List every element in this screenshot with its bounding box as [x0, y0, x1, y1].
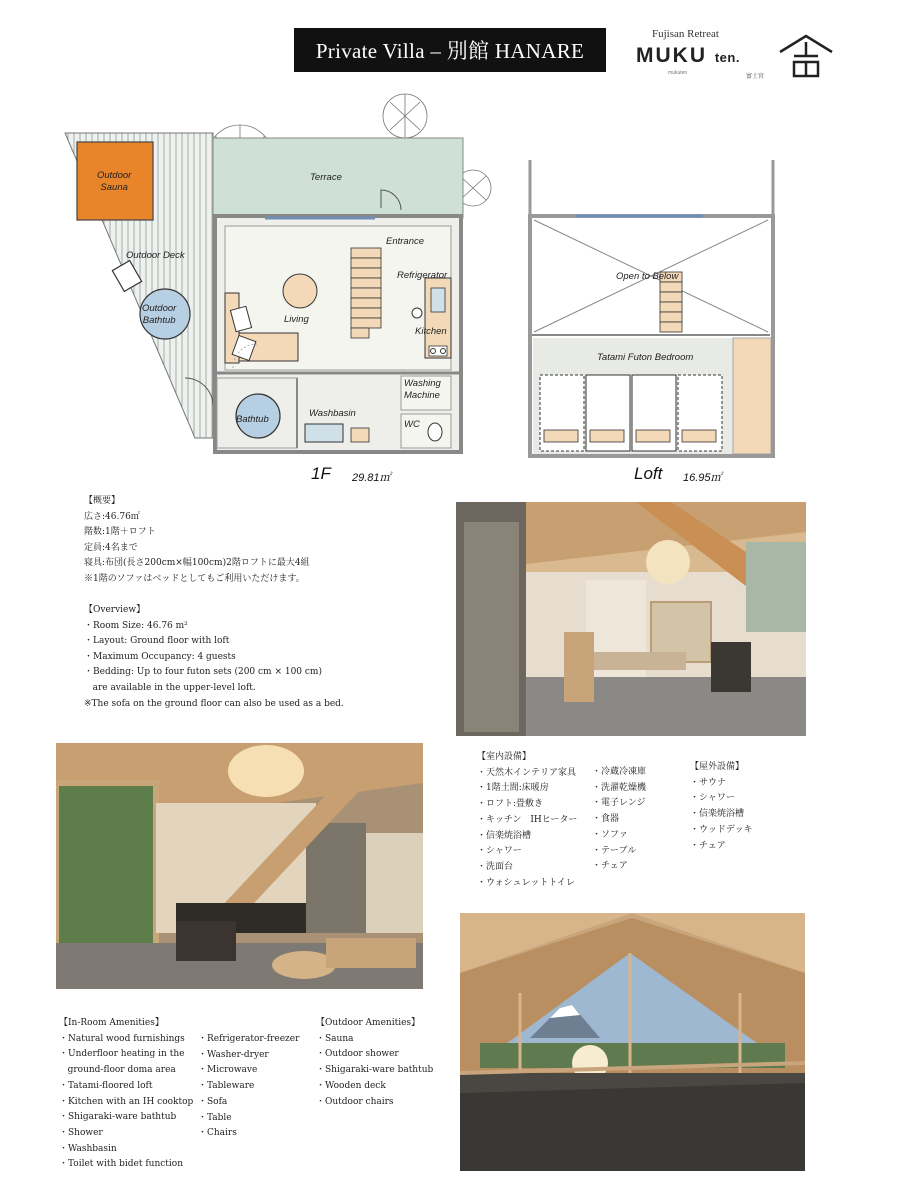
label-outdoor-sauna-line2: Sauna [100, 182, 128, 193]
amenities-outdoor-jp-heading: 【屋外設備】 [690, 762, 745, 772]
amenity-item: ・Sofa [198, 1096, 228, 1107]
amenity-item: ・Chairs [198, 1128, 237, 1139]
page-title: Private Villa – 別館 HANARE [294, 28, 606, 72]
photo-loft-fuji-view [460, 913, 805, 1171]
overview-jp-line: 定員:4名まで [84, 542, 138, 553]
label-outdoor-bathtub-line2: Bathtub [142, 315, 176, 326]
label-tatami-bedroom: Tatami Futon Bedroom [597, 352, 694, 363]
label-washing-machine-line2: Machine [404, 390, 440, 401]
amenity-item: ・Shower [59, 1127, 103, 1138]
amenity-item: ・冷蔵冷凍庫 [592, 767, 647, 777]
label-refrigerator: Refrigerator [397, 270, 448, 281]
label-wc: WC [404, 419, 420, 430]
amenity-item: ・キッチン IHヒーター [477, 814, 578, 825]
overview-en-line: ・Maximum Occupancy: 4 guests [84, 651, 236, 662]
amenity-item: ・ウォシュレットトイレ [477, 877, 575, 888]
amenity-item: ・Kitchen with an IH cooktop [59, 1096, 194, 1107]
overview-en [84, 603, 344, 712]
amenity-item: ・洗面台 [477, 861, 514, 872]
amenity-item: ・Outdoor chairs [316, 1096, 394, 1107]
label-entrance: Entrance [386, 236, 425, 247]
amenity-item: ・サウナ [690, 777, 727, 788]
label-outdoor-bathtub-line1: Outdoor [142, 303, 177, 314]
amenities-indoor-jp [477, 750, 577, 891]
overview-jp-line: 寝具:布団(長さ200cm×幅100cm)2階ロフトに最大4組 [84, 558, 310, 569]
amenity-item: ・ソファ [592, 829, 628, 840]
amenities-indoor-jp-col2 [592, 765, 646, 875]
amenity-item: ・ロフト:畳敷き [477, 799, 544, 810]
amenity-item: ・電子レンジ [592, 798, 646, 809]
amenity-item: ・信楽焼浴槽 [690, 809, 745, 820]
label-washing-machine-line1: Washing [404, 378, 441, 389]
label-outdoor-sauna [97, 170, 131, 194]
amenity-item: ・Outdoor shower [316, 1049, 399, 1060]
amenities-indoor-en-heading: 【In-Room Amenities】 [59, 1018, 164, 1028]
amenity-item: ・シャワー [690, 793, 735, 804]
label-terrace: Terrace [310, 172, 342, 183]
amenity-item: ・Shigaraki-ware bathtub [316, 1065, 434, 1076]
overview-en-line: ・Room Size: 46.76 m² [84, 620, 188, 631]
label-kitchen: Kitchen [415, 326, 447, 337]
amenity-item: ・Table [198, 1112, 232, 1123]
amenity-item: ・Underfloor heating in the [59, 1049, 185, 1060]
amenity-item: ・食器 [592, 814, 620, 825]
amenity-item: ・Refrigerator-freezer [198, 1034, 300, 1044]
overview-en-heading: 【Overview】 [84, 605, 146, 615]
amenity-item: ・Tatami-floored loft [59, 1080, 153, 1091]
amenity-item: ・Microwave [198, 1065, 258, 1076]
amenity-item: ・信楽焼浴槽 [477, 830, 532, 841]
overview-jp-line: 階数:1階＋ロフト [84, 527, 156, 538]
overview-jp [84, 494, 310, 588]
floorplan-loft [528, 160, 778, 460]
label-outdoor-deck: Outdoor Deck [126, 250, 185, 261]
brand-name-suffix: ten. [714, 50, 740, 65]
overview-jp-line: 広さ:46.76㎡ [84, 511, 140, 522]
overview-en-line: are available in the upper-level loft. [84, 682, 256, 693]
label-open-to-below: Open to Below [616, 271, 679, 282]
amenities-outdoor-jp [690, 760, 753, 854]
photo-stairs-dining [56, 743, 423, 989]
brand-location: 富士宮 [746, 73, 765, 80]
overview-jp-line: ※1階のソファはベッドとしてもご利用いただけます。 [84, 573, 305, 584]
amenities-indoor-en [59, 1016, 193, 1173]
amenity-item: ・Toilet with bidet function [59, 1159, 184, 1170]
amenity-item: ・天然木インテリア家具 [477, 767, 577, 778]
brand-logo-mark [776, 30, 836, 78]
amenity-item: ・洗濯乾燥機 [592, 782, 647, 793]
amenity-item: ・チェア [690, 840, 726, 851]
amenity-item: ・Sauna [316, 1033, 354, 1044]
amenity-item: ・ウッドデッキ [690, 824, 753, 835]
overview-en-line: ・Layout: Ground floor with loft [84, 636, 230, 647]
amenity-item: ・Natural wood furnishings [59, 1033, 185, 1044]
amenity-item: ・Wooden deck [316, 1080, 386, 1091]
amenities-indoor-en-col2 [198, 1032, 299, 1142]
label-outdoor-sauna-line1: Outdoor [97, 170, 132, 181]
brand-tiny-text: mukuten [668, 70, 688, 76]
amenity-item: ・Shigaraki-ware bathtub [59, 1112, 177, 1123]
amenity-item: ・チェア [592, 861, 628, 872]
label-outdoor-bathtub [142, 303, 176, 327]
amenity-item: ・テーブル [592, 845, 637, 856]
amenities-outdoor-en-heading: 【Outdoor Amenities】 [316, 1018, 421, 1028]
label-washing-machine [404, 378, 441, 402]
photo-living-room [456, 502, 806, 736]
label-washbasin: Washbasin [309, 408, 356, 419]
floorplan-loft-area: 16.95㎡ [683, 472, 722, 484]
floorplan-1f-area: 29.81㎡ [352, 472, 391, 484]
amenity-item: ・Tableware [198, 1081, 255, 1092]
amenity-item: ground-floor doma area [59, 1065, 176, 1076]
label-bathtub: Bathtub [236, 414, 269, 425]
overview-en-line: ※The sofa on the ground floor can also be used as a bed. [84, 698, 344, 709]
amenity-item: ・シャワー [477, 846, 522, 857]
amenity-item: ・1階土間:床暖房 [477, 783, 549, 794]
amenity-item: ・Washbasin [59, 1143, 117, 1154]
brand-logotype [636, 44, 740, 68]
floorplan-loft-caption: Loft [634, 464, 663, 483]
amenities-outdoor-en [316, 1016, 433, 1110]
label-living: Living [284, 314, 309, 325]
amenity-item: ・Washer-dryer [198, 1049, 269, 1060]
overview-jp-heading: 【概要】 [84, 496, 121, 506]
amenities-indoor-jp-heading: 【室内設備】 [477, 752, 532, 762]
overview-en-line: ・Bedding: Up to four futon sets (200 cm × 100 cm) [84, 667, 322, 678]
floorplan-1f-caption: 1F [311, 464, 331, 483]
brand-subtitle: Fujisan Retreat [652, 28, 719, 40]
brand-name: MUKU [636, 44, 707, 67]
